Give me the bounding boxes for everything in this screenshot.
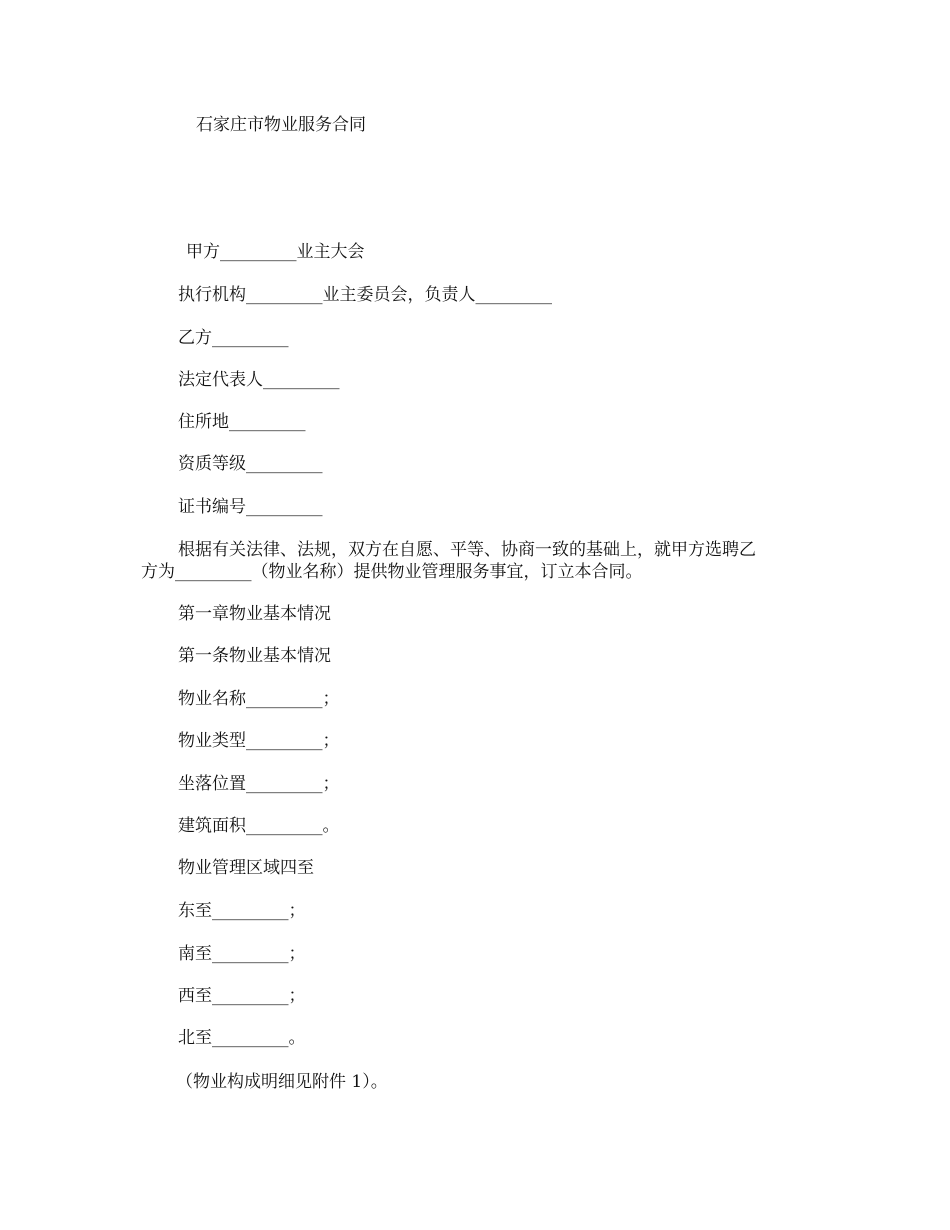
certificate-no-line: 证书编号_________ xyxy=(178,497,323,517)
preamble-paragraph xyxy=(141,539,821,583)
south-boundary-line: 南至_________； xyxy=(178,944,306,964)
legal-rep-line: 法定代表人_________ xyxy=(178,370,340,390)
qualification-line: 资质等级_________ xyxy=(178,454,323,474)
document-title: 石家庄市物业服务合同 xyxy=(196,115,366,135)
preamble-line-1: 根据有关法律、法规，双方在自愿、平等、协商一致的基础上，就甲方选聘乙 xyxy=(178,540,756,560)
floor-area-line: 建筑面积_________。 xyxy=(178,816,340,836)
east-boundary-line: 东至_________； xyxy=(178,901,306,921)
property-type-line: 物业类型_________； xyxy=(178,731,340,751)
party-a-line: 甲方_________业主大会 xyxy=(186,242,365,262)
chapter-heading: 第一章物业基本情况 xyxy=(178,604,331,624)
executive-body-line: 执行机构_________业主委员会，负责人_________ xyxy=(178,285,552,305)
attachment-note: （物业构成明细见附件 1）。 xyxy=(176,1072,388,1092)
preamble-line-2: 方为_________（物业名称）提供物业管理服务事宜，订立本合同。 xyxy=(141,562,643,582)
article-heading: 第一条物业基本情况 xyxy=(178,646,331,666)
boundaries-heading: 物业管理区域四至 xyxy=(178,858,314,878)
north-boundary-line: 北至_________。 xyxy=(178,1028,306,1048)
property-name-line: 物业名称_________； xyxy=(178,689,340,709)
west-boundary-line: 西至_________； xyxy=(178,986,306,1006)
party-b-line: 乙方_________ xyxy=(178,328,289,348)
location-line: 坐落位置_________； xyxy=(178,774,340,794)
address-line: 住所地_________ xyxy=(178,412,306,432)
